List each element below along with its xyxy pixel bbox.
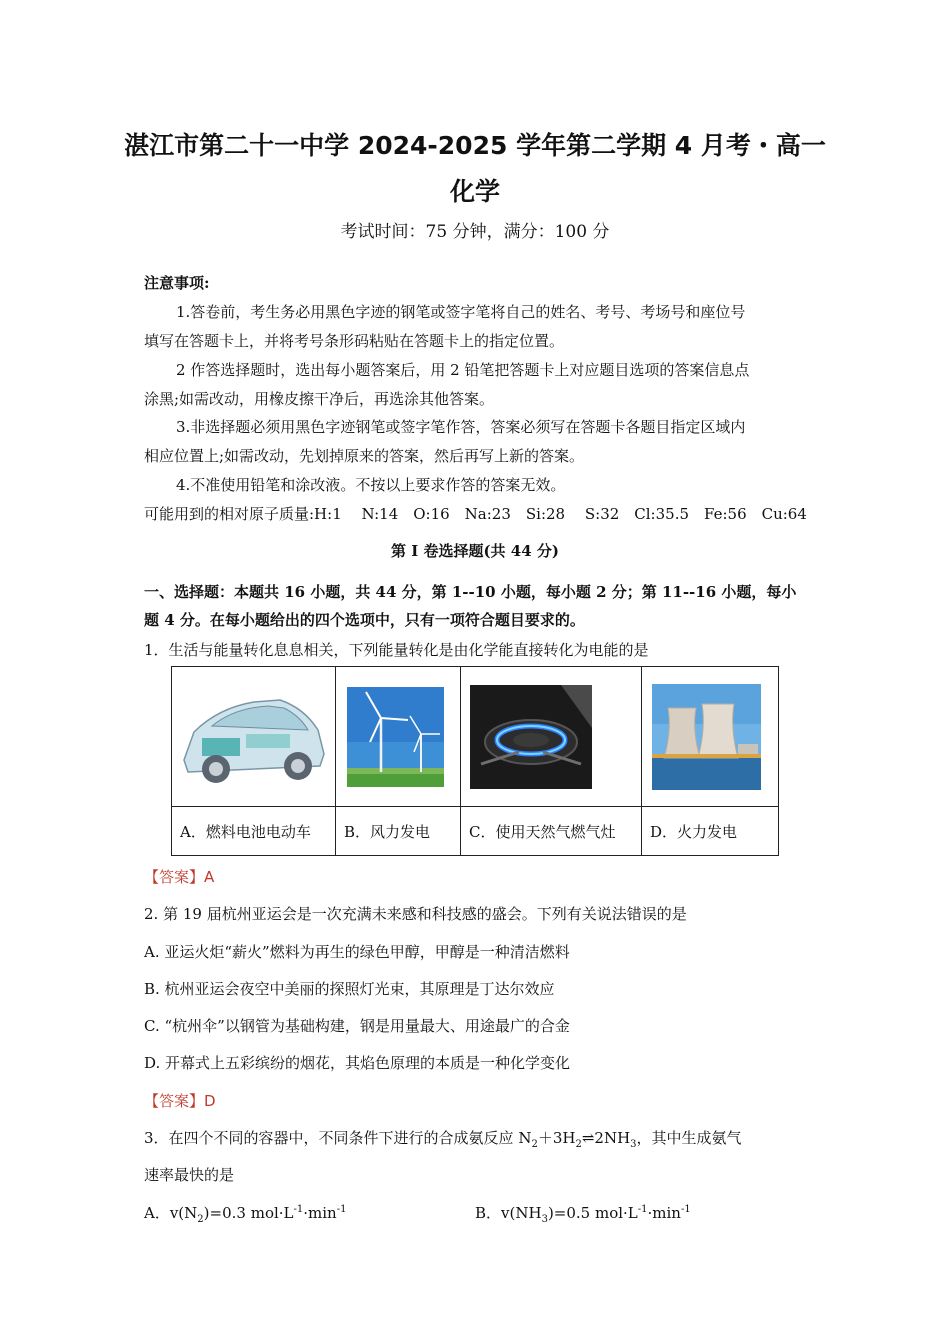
note-2-line-2: 涂黑;如需改动，用橡皮擦干净后，再选涂其他答案。 bbox=[144, 390, 495, 408]
option-c-image-cell bbox=[461, 667, 642, 807]
option-b-caption: B．风力发电 bbox=[336, 807, 461, 856]
equilibrium-sign: ⇌ bbox=[581, 1129, 595, 1147]
note-4: 4.不准使用铅笔和涂改液。不按以上要求作答的答案无效。 bbox=[176, 476, 566, 494]
note-3-line-1: 3.非选择题必须用黑色字迹钢笔或签字笔作答，答案必须写在答题卡各题目指定区域内 bbox=[176, 418, 746, 436]
subject-title: 化学 bbox=[449, 177, 500, 206]
question-2-answer: 【答案】D bbox=[144, 1092, 216, 1110]
q3-stem-prefix: 3．在四个不同的容器中，不同条件下进行的合成氨反应 N bbox=[144, 1129, 532, 1147]
section-heading: 第 I 卷选择题(共 44 分) bbox=[391, 542, 559, 560]
q3-b-min: ·min bbox=[647, 1204, 681, 1222]
question-1-options-table bbox=[171, 666, 779, 856]
option-b-image-cell bbox=[336, 667, 461, 807]
q3-stem-suffix: ，其中生成氨气 bbox=[636, 1129, 742, 1147]
question-2-option-c: C. “杭州伞”以钢管为基础构建，钢是用量最大、用途最广的合金 bbox=[144, 1017, 570, 1035]
wind-turbine-image bbox=[336, 668, 459, 806]
question-3-option-a bbox=[144, 1202, 346, 1225]
option-a-caption: A．燃料电池电动车 bbox=[172, 807, 336, 856]
q3-b-value: )=0.5 mol·L bbox=[547, 1204, 638, 1222]
question-1-answer: 【答案】A bbox=[144, 868, 215, 886]
question-3-stem-line-2: 速率最快的是 bbox=[144, 1166, 235, 1184]
q3-a-exp-1: -1 bbox=[293, 1204, 304, 1215]
question-3-stem-line-1 bbox=[144, 1127, 742, 1150]
question-2-option-b: B. 杭州亚运会夜空中美丽的探照灯光束，其原理是丁达尔效应 bbox=[144, 980, 555, 998]
note-3-line-2: 相应位置上;如需改动，先划掉原来的答案，然后再写上新的答案。 bbox=[144, 447, 585, 465]
q3-a-prefix: A．v(N bbox=[144, 1204, 198, 1222]
q3-b-prefix: B．v(NH bbox=[475, 1204, 542, 1222]
q3-n2-subscript: 2 bbox=[531, 1139, 538, 1150]
question-2-option-d: D. 开幕式上五彩缤纷的烟花，其焰色原理的本质是一种化学变化 bbox=[144, 1054, 571, 1072]
q3-a-min: ·min bbox=[303, 1204, 337, 1222]
question-2-option-a: A. 亚运火炬“薪火”燃料为再生的绿色甲醇，甲醇是一种清洁燃料 bbox=[144, 943, 570, 961]
exam-title: 湛江市第二十一中学 2024-2025 学年第二学期 4 月考・高一 bbox=[124, 131, 826, 160]
option-d-caption: D．火力发电 bbox=[642, 807, 779, 856]
q3-plus-h: ＋3H bbox=[537, 1129, 576, 1147]
q3-b-subscript: 3 bbox=[541, 1214, 548, 1225]
q3-a-value: )=0.3 mol·L bbox=[203, 1204, 294, 1222]
q3-nh3-subscript: 3 bbox=[630, 1139, 637, 1150]
note-1-line-2: 填写在答题卡上，并将考号条形码粘贴在答题卡上的指定位置。 bbox=[144, 332, 565, 350]
option-d-image-cell bbox=[642, 667, 779, 807]
gas-stove-image bbox=[461, 668, 640, 806]
q3-a-subscript: 2 bbox=[197, 1214, 204, 1225]
option-c-caption: C．使用天然气燃气灶 bbox=[461, 807, 642, 856]
q3-h2-subscript: 2 bbox=[575, 1139, 582, 1150]
question-2-stem: 2. 第 19 届杭州亚运会是一次充满未来感和科技感的盛会。下列有关说法错误的是 bbox=[144, 905, 687, 923]
atomic-masses: 可能用到的相对原子质量:H:1 N:14 O:16 Na:23 Si:28 S:32 Cl:35.5 Fe:56 Cu:64 bbox=[144, 505, 807, 523]
notes-heading: 注意事项: bbox=[144, 274, 210, 292]
exam-info: 考试时间：75 分钟，满分：100 分 bbox=[340, 222, 610, 242]
q3-nh3: 2NH bbox=[594, 1129, 631, 1147]
thermal-power-plant-image bbox=[642, 668, 777, 806]
section-instructions-line-1: 一、选择题：本题共 16 小题，共 44 分，第 1--10 小题，每小题 2 分；第 11--16 小题，每小 bbox=[144, 583, 797, 601]
option-a-image-cell bbox=[172, 667, 336, 807]
question-3-option-b bbox=[475, 1202, 691, 1225]
q3-b-exp-2: -1 bbox=[680, 1204, 691, 1215]
question-1-stem: 1．生活与能量转化息息相关，下列能量转化是由化学能直接转化为电能的是 bbox=[144, 641, 649, 659]
q3-b-exp-1: -1 bbox=[637, 1204, 648, 1215]
section-instructions-line-2: 题 4 分。在每小题给出的四个选项中，只有一项符合题目要求的。 bbox=[144, 611, 585, 629]
note-2-line-1: 2 作答选择题时，选出每小题答案后，用 2 铅笔把答题卡上对应题目选项的答案信息点 bbox=[176, 361, 750, 379]
q3-a-exp-2: -1 bbox=[336, 1204, 347, 1215]
note-1-line-1: 1.答卷前，考生务必用黑色字迹的钢笔或签字笔将自己的姓名、考号、考场号和座位号 bbox=[176, 303, 746, 321]
fuel-cell-car-image bbox=[172, 668, 334, 806]
